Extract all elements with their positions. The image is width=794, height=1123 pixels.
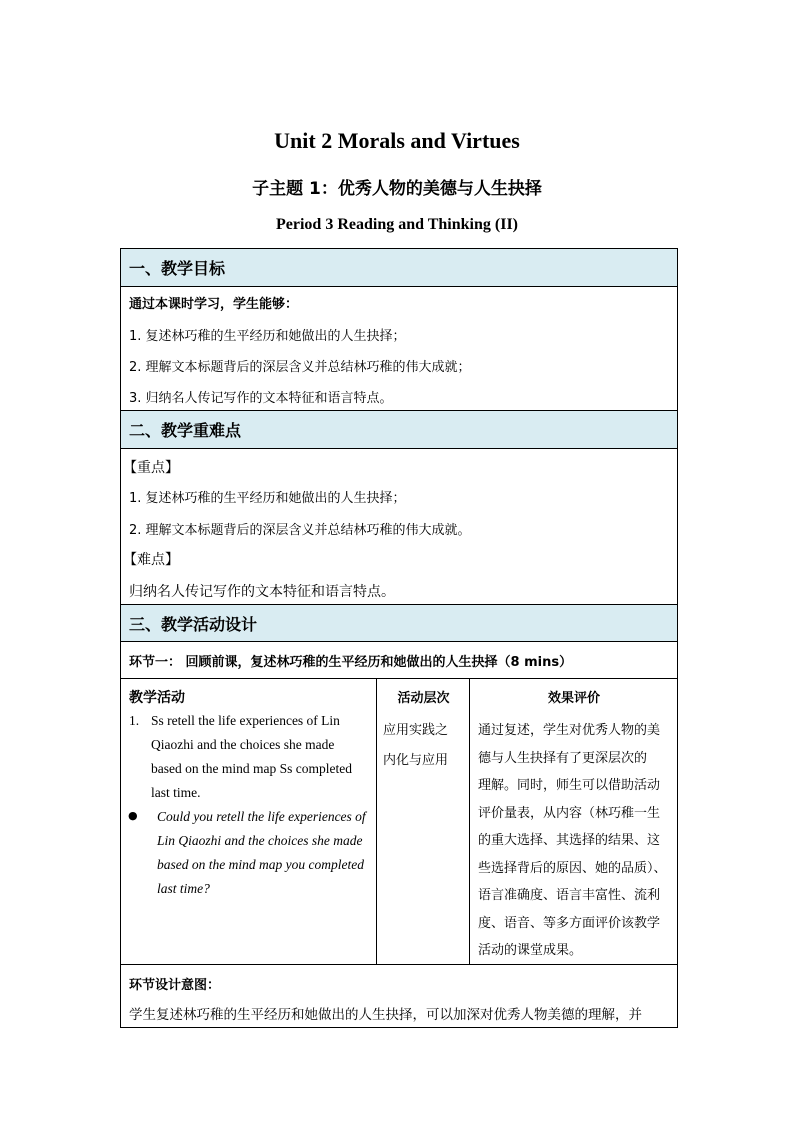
col-eval-heading: 效果评价 bbox=[547, 691, 600, 706]
activity-row bbox=[120, 678, 678, 965]
question-line: last time? bbox=[157, 881, 210, 896]
question-line: Could you retell the life experiences of bbox=[157, 809, 366, 824]
activity-question bbox=[157, 805, 369, 901]
difficulty-text: 归纳名人传记写作的文本特征和语言特点。 bbox=[129, 584, 395, 600]
eval-line: 的重大选择、其选择的结果、这 bbox=[478, 833, 661, 848]
eval-line: 些选择背后的原因、她的品质）、 bbox=[478, 860, 667, 876]
objective-item: 3. 归纳名人传记写作的文本特征和语言特点。 bbox=[129, 391, 393, 406]
eval-line: 活动的课堂成果。 bbox=[478, 943, 583, 958]
objectives-intro: 通过本课时学习，学生能够： bbox=[129, 297, 299, 312]
question-line: Lin Qiaozhi and the choices she made bbox=[157, 833, 363, 848]
section-activity-design bbox=[120, 604, 678, 642]
design-intent-row bbox=[120, 964, 678, 1028]
unit-title: Unit 2 Morals and Virtues bbox=[274, 128, 520, 153]
activity-description bbox=[151, 709, 369, 805]
level-line: 内化与应用 bbox=[383, 753, 449, 768]
stage-1-title: 环节一： 回顾前课，复述林巧稚的生平经历和她做出的人生抉择（8 mins） bbox=[129, 655, 573, 670]
section-activity-header: 三、教学活动设计 bbox=[121, 605, 677, 641]
activity-line: based on the mind map Ss completed bbox=[151, 761, 352, 776]
eval-line: 评价量表，从内容（林巧稚一生 bbox=[478, 805, 661, 821]
eval-line: 度、语音、等多方面评价该教学 bbox=[478, 915, 661, 931]
section-objectives bbox=[120, 248, 678, 411]
difficulty-label: 【难点】 bbox=[123, 552, 179, 568]
bullet-icon: ● bbox=[128, 809, 138, 822]
col-activity-heading: 教学活动 bbox=[129, 690, 185, 706]
subtopic-title: 子主题 1：优秀人物的美德与人生抉择 bbox=[252, 179, 542, 199]
section-objectives-header: 一、教学目标 bbox=[121, 249, 677, 287]
activity-line: Qiaozhi and the choices she made bbox=[151, 737, 335, 752]
objective-item: 1. 复述林巧稚的生平经历和她做出的人生抉择； bbox=[129, 329, 406, 344]
question-line: based on the mind map you completed bbox=[157, 857, 364, 872]
key-point-item: 1. 复述林巧稚的生平经历和她做出的人生抉择； bbox=[129, 491, 406, 506]
activity-number: 1. bbox=[129, 713, 140, 728]
stage-1-row bbox=[120, 641, 678, 679]
key-points-label: 【重点】 bbox=[123, 460, 179, 476]
key-point-item: 2. 理解文本标题背后的深层含义并总结林巧稚的伟大成就。 bbox=[129, 523, 471, 538]
design-intent-label: 环节设计意图： bbox=[129, 978, 221, 993]
eval-line: 语言准确度、语言丰富性、流利 bbox=[478, 888, 661, 903]
objective-item: 2. 理解文本标题背后的深层含义并总结林巧稚的伟大成就； bbox=[129, 360, 471, 375]
design-intent-text: 学生复述林巧稚的生平经历和她做出的人生抉择，可以加深对优秀人物美德的理解，并 bbox=[129, 1007, 642, 1023]
level-column bbox=[376, 679, 470, 964]
level-line: 应用实践之 bbox=[383, 723, 449, 738]
period-title: Period 3 Reading and Thinking (II) bbox=[276, 216, 518, 233]
activity-line: Ss retell the life experiences of Lin bbox=[151, 713, 340, 728]
eval-line: 德与人生抉择有了更深层次的 bbox=[478, 750, 648, 766]
section-key-points bbox=[120, 410, 678, 605]
eval-line: 通过复述，学生对优秀人物的美 bbox=[478, 723, 661, 738]
eval-line: 理解。同时，师生可以借助活动 bbox=[478, 778, 661, 793]
evaluation-column bbox=[469, 679, 678, 964]
section-key-points-header: 二、教学重难点 bbox=[121, 411, 677, 449]
evaluation-text bbox=[478, 717, 674, 965]
activity-line: last time. bbox=[151, 785, 201, 800]
col-level-heading: 活动层次 bbox=[397, 691, 450, 706]
